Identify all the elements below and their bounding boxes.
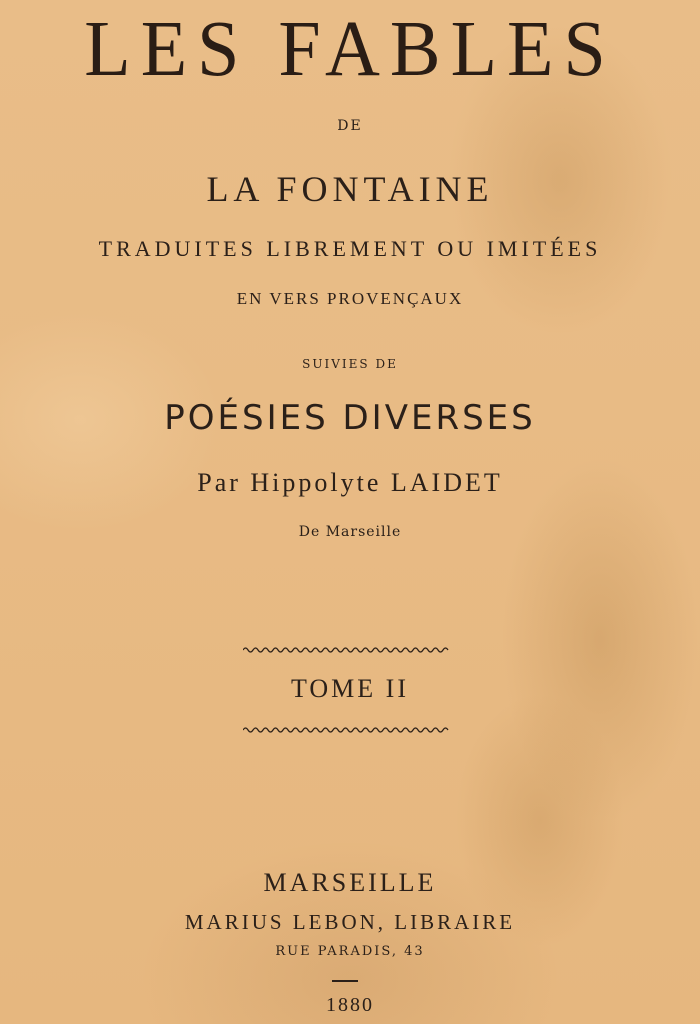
book-title: LES FABLES	[84, 4, 616, 94]
second-work-title: POÉSIES DIVERSES	[164, 398, 536, 438]
author-name: LA FONTAINE	[206, 169, 494, 209]
divider-dash	[332, 980, 358, 982]
volume-label: TOME II	[290, 674, 409, 703]
publisher-address: RUE PARADIS, 43	[275, 944, 425, 959]
de-connector: DE	[337, 118, 363, 134]
ornamental-rule-top	[243, 646, 449, 654]
publisher-name: MARIUS LEBON, LIBRAIRE	[184, 910, 516, 934]
followed-by: SUIVIES DE	[302, 357, 398, 371]
subtitle: TRADUITES LIBREMENT OU IMITÉES	[98, 236, 602, 261]
publication-city: MARSEILLE	[263, 868, 437, 897]
ornamental-rule-bottom	[243, 726, 449, 734]
translator-origin: De Marseille	[298, 524, 402, 540]
verse-form: EN VERS PROVENÇAUX	[236, 289, 464, 308]
publication-year: 1880	[326, 994, 374, 1016]
translator-line: Par Hippolyte LAIDET	[197, 468, 503, 497]
